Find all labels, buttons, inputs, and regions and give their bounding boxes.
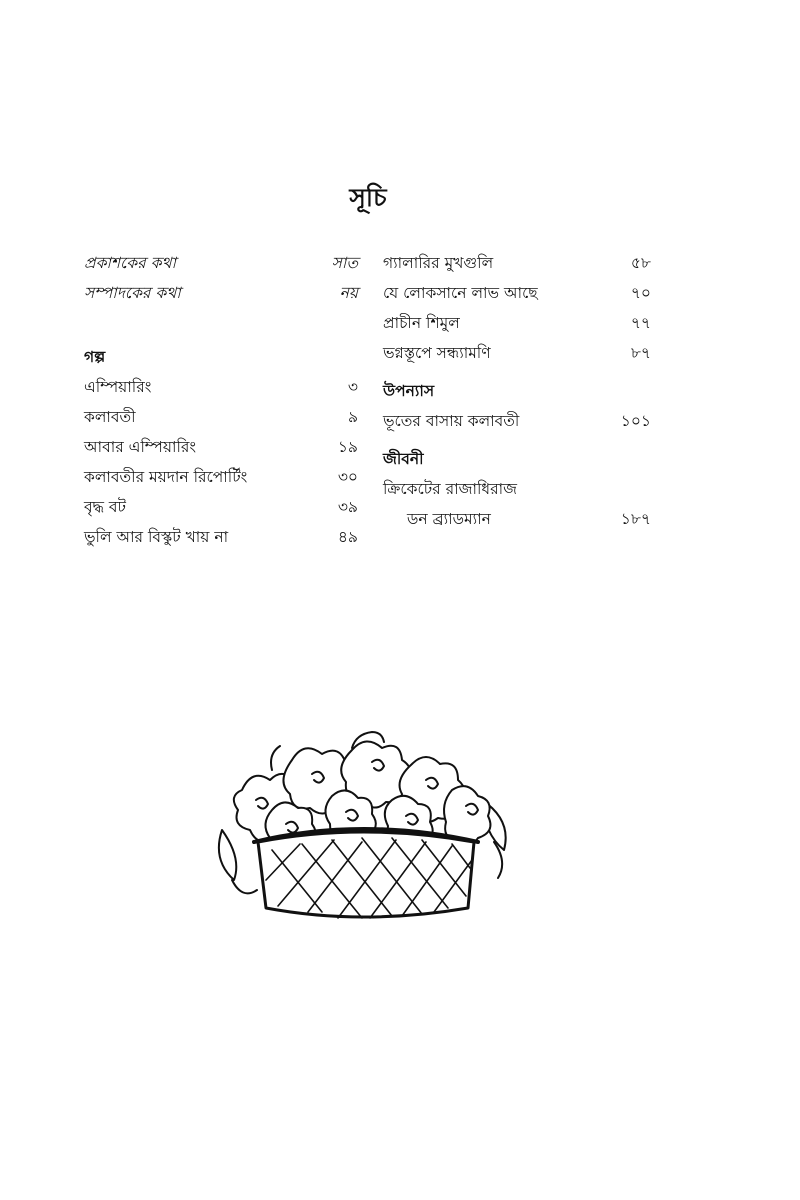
toc-entry[interactable] xyxy=(84,402,358,432)
toc-entry-title: বৃদ্ধ বট xyxy=(84,498,126,516)
section-heading-biography: জীবনী xyxy=(383,450,424,468)
toc-entry-title: ভুলি আর বিস্কুট খায় না xyxy=(84,528,229,546)
toc-entry-page: ৩০ xyxy=(337,468,358,486)
toc-entry-page: ১৮৭ xyxy=(620,510,651,528)
toc-entry[interactable] xyxy=(84,522,358,552)
toc-entry[interactable] xyxy=(84,248,358,278)
toc-entry-title: সম্পাদকের কথা xyxy=(84,284,181,302)
toc-entry-page: ১০১ xyxy=(620,412,651,430)
toc-entry[interactable] xyxy=(84,278,358,308)
toc-entry-page: সাত xyxy=(331,254,358,272)
page-title: সূচি xyxy=(349,183,387,212)
toc-entry[interactable] xyxy=(84,492,358,522)
toc-entry-page: ৮৭ xyxy=(630,344,651,362)
toc-entry-title: প্রকাশকের কথা xyxy=(84,254,176,272)
toc-entry[interactable] xyxy=(84,462,358,492)
toc-entry[interactable] xyxy=(383,406,651,436)
toc-entry[interactable] xyxy=(383,278,651,308)
toc-entry[interactable] xyxy=(383,248,651,278)
toc-entry[interactable] xyxy=(383,474,651,504)
toc-entry-page: নয় xyxy=(339,284,358,302)
toc-entry-page: ৩ xyxy=(347,378,358,396)
toc-entry-title: ক্রিকেটের রাজাধিরাজ xyxy=(383,480,517,498)
toc-entry[interactable] xyxy=(383,308,651,338)
section-heading-novel: উপন্যাস xyxy=(383,382,435,400)
toc-entry-title: এম্পিয়ারিং xyxy=(84,378,152,396)
toc-entry[interactable] xyxy=(383,338,651,368)
toc-entry[interactable] xyxy=(84,372,358,402)
toc-entry-page: ৭০ xyxy=(630,284,651,302)
spacer xyxy=(383,436,651,444)
toc-entry-title: আবার এম্পিয়ারিং xyxy=(84,438,197,456)
toc-entry-page: ৭৭ xyxy=(630,314,651,332)
toc-entry-title: ভগ্নস্তূপে সন্ধ্যামণি xyxy=(383,344,491,362)
toc-entry-page: ৯ xyxy=(347,408,358,426)
toc-entry-title: যে লোকসানে লাভ আছে xyxy=(383,284,538,302)
toc-entry-title: কলাবতী xyxy=(84,408,136,426)
toc-entry[interactable] xyxy=(84,432,358,462)
toc-entry-page: ১৯ xyxy=(337,438,358,456)
toc-entry[interactable] xyxy=(383,504,651,534)
spacer xyxy=(84,308,358,342)
toc-entry-title: গ্যালারির মুখগুলি xyxy=(383,254,494,272)
toc-entry-page: ৫৮ xyxy=(630,254,651,272)
toc-entry-title: ভূতের বাসায় কলাবতী xyxy=(383,412,520,430)
toc-entry-title: প্রাচীন শিমুল xyxy=(383,314,460,332)
toc-entry-title: কলাবতীর ময়দান রিপোর্টিং xyxy=(84,468,248,486)
flower-basket-illustration xyxy=(212,730,512,930)
spacer xyxy=(383,368,651,376)
contents-right-column xyxy=(383,248,651,534)
toc-entry-page: ৪৯ xyxy=(337,528,358,546)
section-heading-stories: গল্প xyxy=(84,348,106,366)
toc-entry-title: ডন ব্র্যাডম্যান xyxy=(407,510,491,528)
toc-entry-page: ৩৯ xyxy=(337,498,358,516)
contents-left-column xyxy=(84,248,358,552)
